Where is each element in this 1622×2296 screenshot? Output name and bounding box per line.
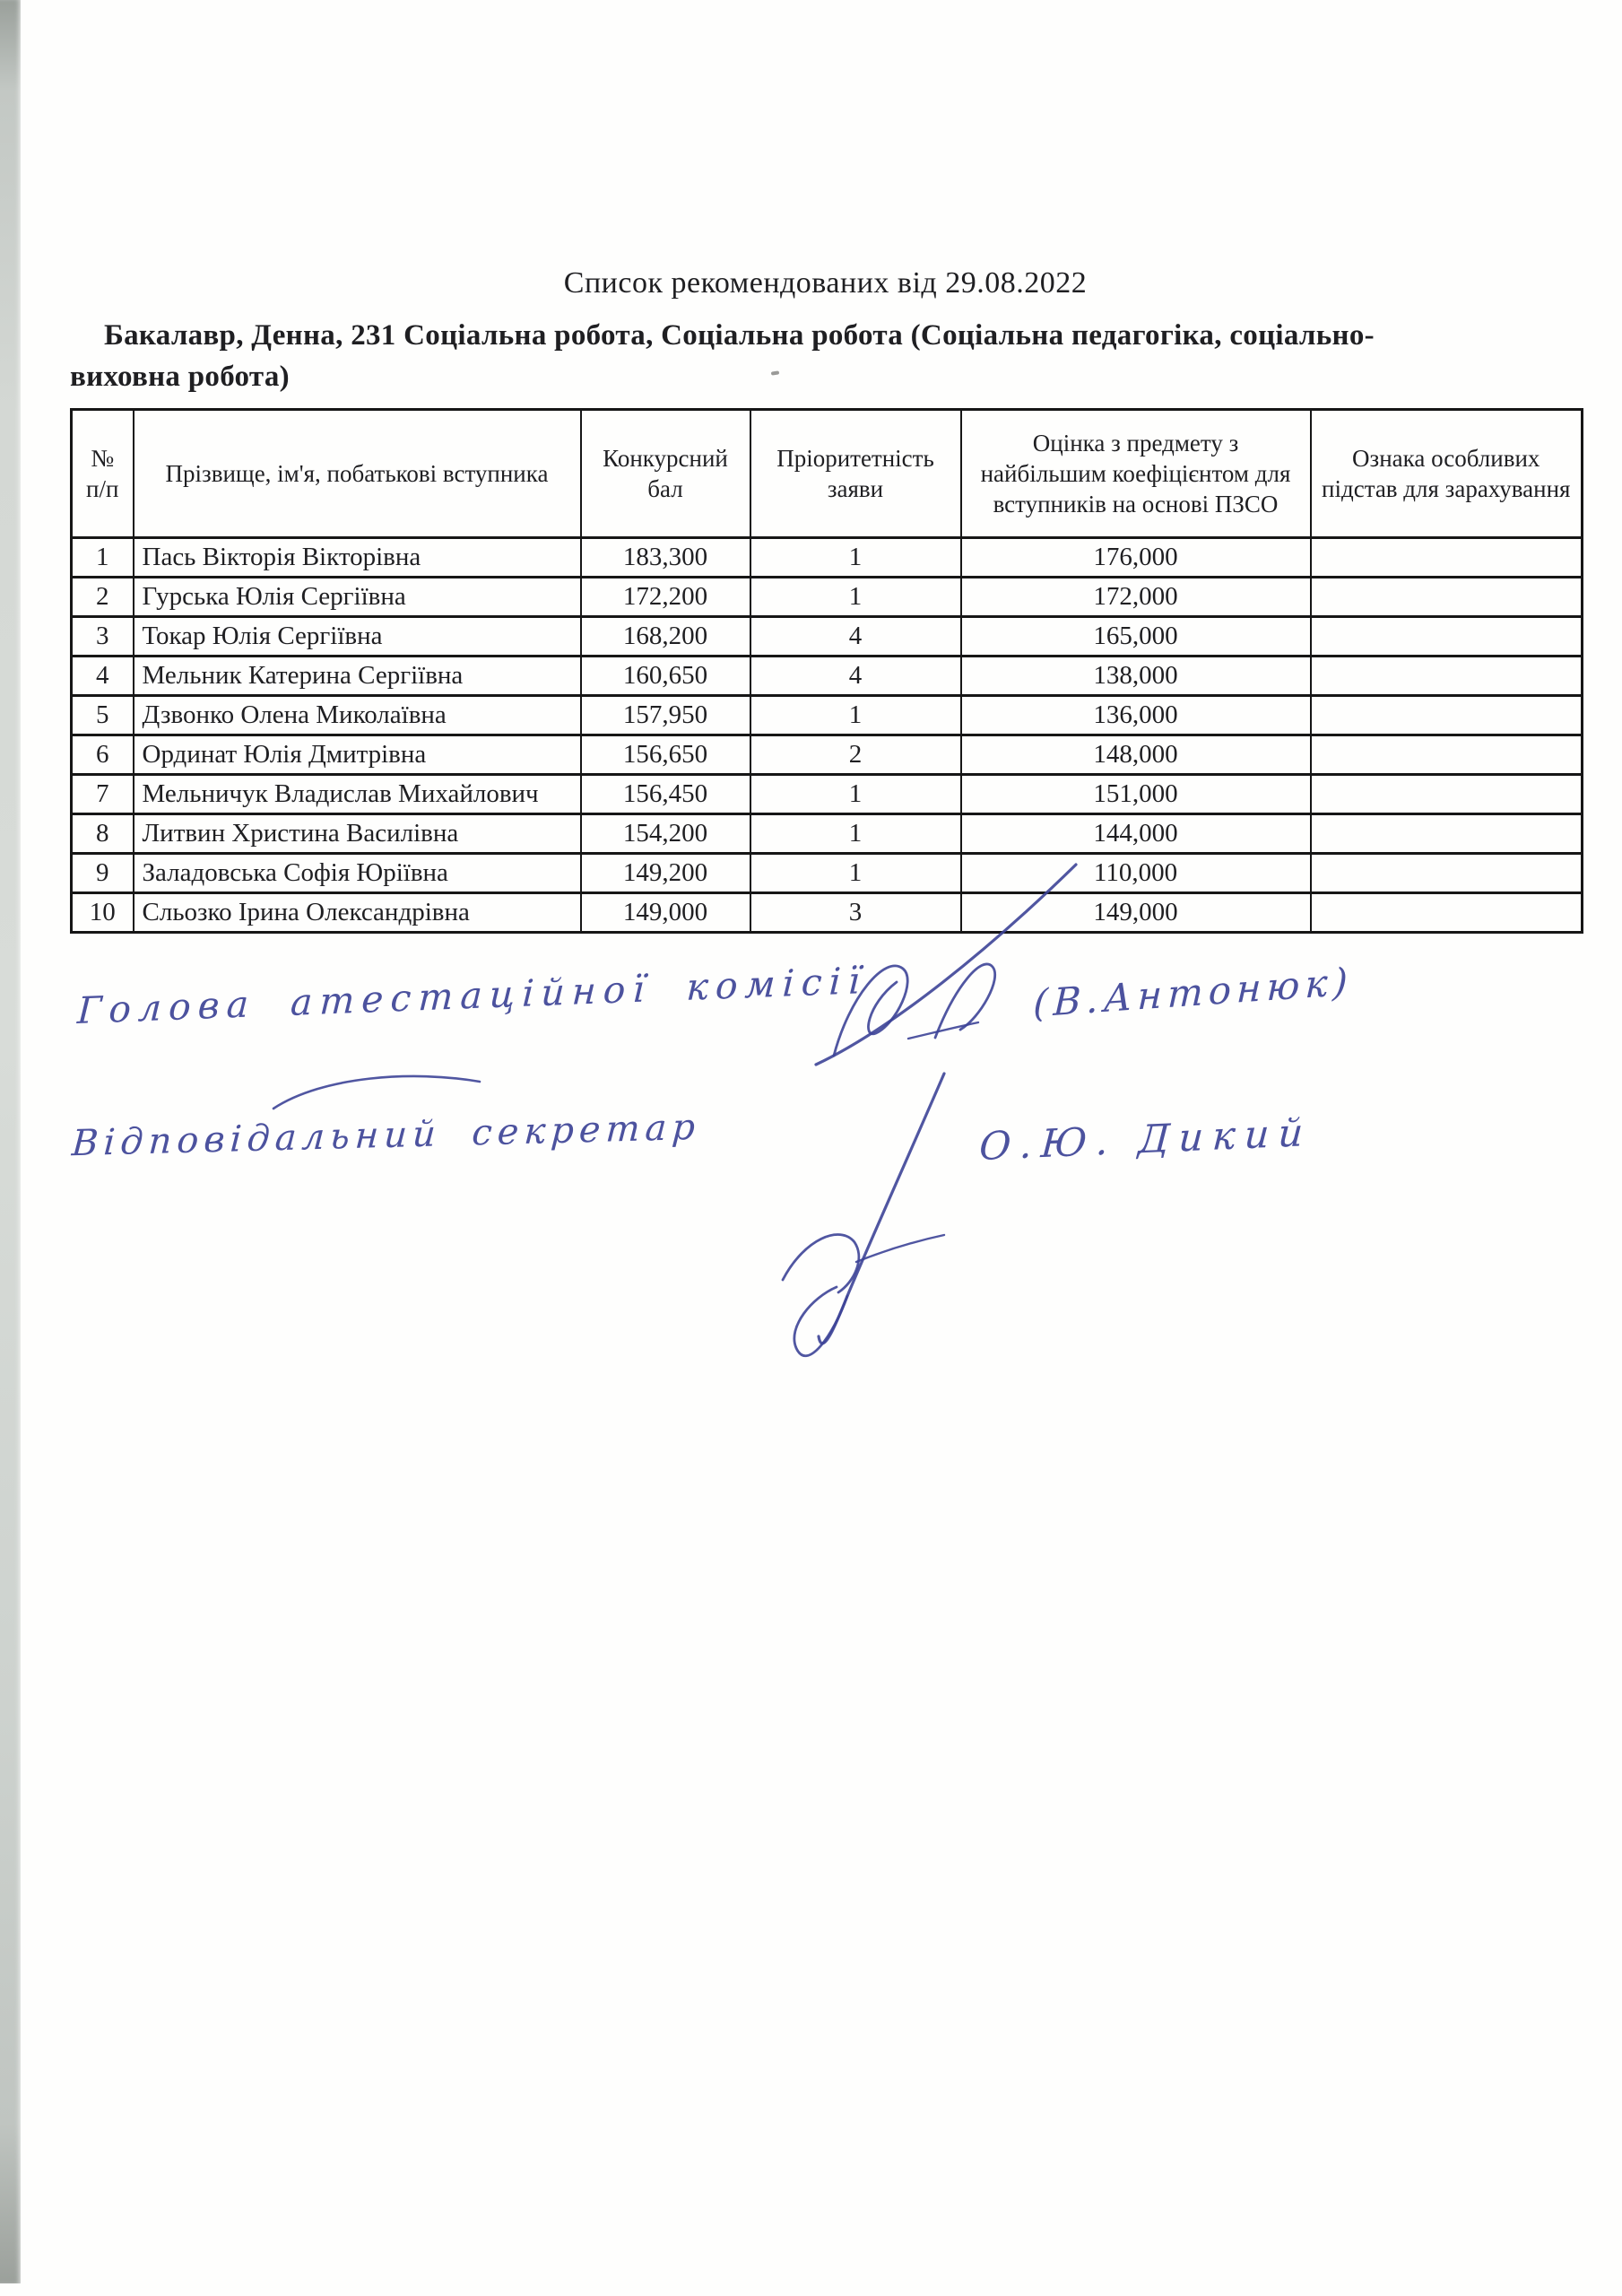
cell-subject-score: 144,000 [961,814,1311,854]
cell-score: 168,200 [581,617,750,657]
cell-score: 172,200 [581,578,750,617]
cell-name: Гурська Юлія Сергіївна [134,578,581,617]
cell-name: Пась Вікторія Вікторівна [134,538,581,578]
signature-flourish-secretary-icon [722,1063,982,1368]
cell-subject-score: 172,000 [961,578,1311,617]
cell-subject-score: 136,000 [961,696,1311,735]
scan-edge-artifact [0,0,21,2283]
cell-num: 1 [72,538,134,578]
cell-score: 149,000 [581,893,750,933]
header-special: Ознака особливих підстав для зарахування [1311,410,1583,538]
cell-special [1311,657,1583,696]
handwritten-name-secretary: О.Ю. Дикий [977,1109,1314,1170]
table-header [72,410,1583,538]
table-row [72,735,1583,775]
cell-score: 156,650 [581,735,750,775]
cell-score: 154,200 [581,814,750,854]
cell-priority: 1 [750,538,961,578]
cell-name: Заладовська Софія Юріївна [134,854,581,893]
cell-num: 10 [72,893,134,933]
table-row [72,617,1583,657]
cell-special [1311,854,1583,893]
cell-subject-score: 165,000 [961,617,1311,657]
cell-special [1311,538,1583,578]
cell-subject-score: 149,000 [961,893,1311,933]
cell-priority: 1 [750,854,961,893]
cell-name: Токар Юлія Сергіївна [134,617,581,657]
handwriting-overline-stroke-icon [269,1065,484,1112]
header-subject-score: Оцінка з предмету з найбільшим коефіцієнтом для вступників на основі ПЗСО [961,410,1311,538]
table-row [72,696,1583,735]
header-name: Прізвище, ім'я, побатькові вступника [134,410,581,538]
handwritten-name-head: (В.Антонюк) [1032,959,1354,1026]
table-header-row [72,410,1583,538]
subtitle-line-1: Бакалавр, Денна, 231 Соціальна робота, Соціальна робота (Соціальна педагогіка, соціально- [104,319,1375,352]
cell-subject-score: 176,000 [961,538,1311,578]
cell-priority: 1 [750,775,961,814]
page-subtitle [70,315,1558,397]
cell-score: 156,450 [581,775,750,814]
cell-priority: 4 [750,657,961,696]
cell-score: 160,650 [581,657,750,696]
header-priority: Пріоритетність заяви [750,410,961,538]
table-row [72,775,1583,814]
handwritten-role-head: Голова атестаційної комісії [76,959,869,1032]
page-title: Список рекомендованих від 29.08.2022 [563,266,1088,300]
subtitle-line-2: виховна робота) [70,361,290,393]
table-row [72,538,1583,578]
header-num: № п/п [72,410,134,538]
cell-num: 7 [72,775,134,814]
cell-subject-score: 110,000 [961,854,1311,893]
table-row [72,657,1583,696]
table-row [72,578,1583,617]
cell-num: 4 [72,657,134,696]
cell-priority: 1 [750,696,961,735]
cell-num: 3 [72,617,134,657]
cell-special [1311,814,1583,854]
cell-num: 9 [72,854,134,893]
cell-subject-score: 151,000 [961,775,1311,814]
cell-priority: 1 [750,578,961,617]
table-row [72,814,1583,854]
cell-priority: 2 [750,735,961,775]
cell-special [1311,578,1583,617]
header-score: Конкурсний бал [581,410,750,538]
cell-name: Мельник Катерина Сергіївна [134,657,581,696]
cell-name: Ординат Юлія Дмитрівна [134,735,581,775]
cell-special [1311,735,1583,775]
cell-name: Мельничук Владислав Михайлович [134,775,581,814]
cell-name: Литвин Христина Василівна [134,814,581,854]
cell-num: 6 [72,735,134,775]
cell-score: 183,300 [581,538,750,578]
cell-subject-score: 148,000 [961,735,1311,775]
cell-num: 2 [72,578,134,617]
cell-name: Дзвонко Олена Миколаївна [134,696,581,735]
cell-num: 5 [72,696,134,735]
cell-num: 8 [72,814,134,854]
cell-score: 157,950 [581,696,750,735]
cell-special [1311,775,1583,814]
cell-special [1311,696,1583,735]
handwritten-role-secretary: Відповідальний секретар [70,1106,702,1165]
cell-priority: 3 [750,893,961,933]
cell-priority: 4 [750,617,961,657]
cell-name: Сльозко Ірина Олександрівна [134,893,581,933]
signature-flourish-head-icon [802,854,1089,1083]
cell-subject-score: 138,000 [961,657,1311,696]
cell-score: 149,200 [581,854,750,893]
cell-special [1311,617,1583,657]
cell-special [1311,893,1583,933]
cell-priority: 1 [750,814,961,854]
